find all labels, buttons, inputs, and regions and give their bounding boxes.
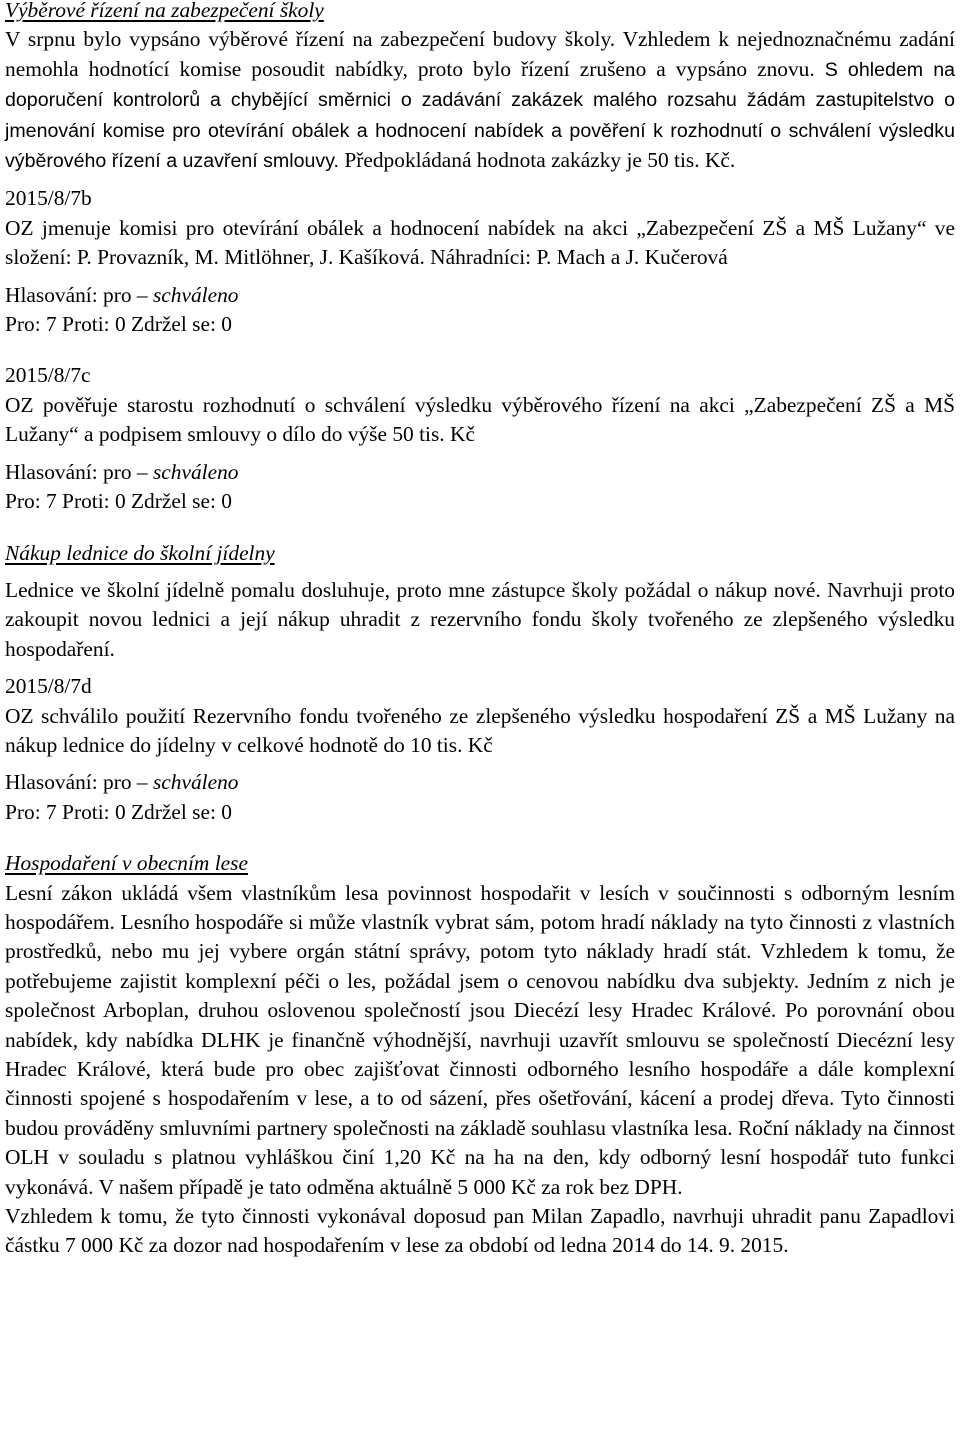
document-page — [5, 0, 955, 1261]
paragraph-intro-sans: S ohledem na doporučení kontrolorů a chybějící směrnici o zadávání zakázek malého rozsahu žádám zastupitelstvo o jmenování komise pro otevírání obálek a hodnocení nabídek a pověření k rozhodnutí o schválení výsledku výběrového řízení a uzavření smlouvy. — [5, 58, 955, 173]
paragraph-forest-2: Vzhledem k tomu, že tyto činnosti vykonával doposud pan Milan Zapadlo, navrhuji uhradit panu Zapadlovi částku 7 000 Kč za dozor nad hospodařením v lese za období od ledna 2014 do 14. 9. 2015. — [5, 1204, 955, 1258]
resolution-id-7d: 2015/8/7d — [5, 674, 92, 699]
vote-counts-7b: Pro: 7 Proti: 0 Zdržel se: 0 — [5, 312, 232, 337]
resolution-text-7c: OZ pověřuje starostu rozhodnutí o schválení výsledku výběrového řízení na akci „Zabezpečení ZŠ a MŠ Lužany“ a podpisem smlouvy o dílo do výše 50 tis. Kč — [5, 392, 955, 447]
paragraph-intro-serif: V srpnu bylo vypsáno výběrové řízení na zabezpečení budovy školy. Vzhledem k nejednoznačnému zadání nemohla hodnotící komise posoudit nabídky, proto bylo řízení zrušeno a vypsáno znovu. — [5, 27, 955, 81]
vote-line-7d — [5, 768, 955, 797]
paragraph-fridge: Lednice ve školní jídelně pomalu dosluhuje, proto mne zástupce školy požádal o nákup nové. Navrhuji proto zakoupit novou lednici a její nákup uhradit z rezervního fondu školy tvořeného ze zlepšeného výsledku hospodaření. — [5, 577, 955, 661]
vote-result: schváleno — [152, 770, 239, 795]
vote-counts-7c: Pro: 7 Proti: 0 Zdržel se: 0 — [5, 489, 232, 514]
resolution-id-7c: 2015/8/7c — [5, 363, 91, 388]
paragraph-school-security — [5, 25, 955, 176]
vote-result: schváleno — [152, 282, 239, 307]
vote-line-7c — [5, 458, 955, 487]
vote-line-7b — [5, 281, 955, 310]
vote-counts-7d: Pro: 7 Proti: 0 Zdržel se: 0 — [5, 799, 232, 824]
resolution-text-7d: OZ schválilo použití Rezervního fondu tvořeného ze zlepšeného výsledku hospodaření ZŠ a MŠ Lužany na nákup lednice do jídelny v celkové hodnotě do 10 tis. Kč — [5, 703, 955, 757]
section-heading-forest: Hospodaření v obecním lese — [5, 851, 248, 876]
resolution-id-7b: 2015/8/7b — [5, 186, 92, 211]
resolution-text-7b: OZ jmenuje komisi pro otevírání obálek a hodnocení nabídek na akci „Zabezpečení ZŠ a MŠ Lužany“ ve složení: P. Provazník, M. Mitlöhner, J. Kašíková. Náhradníci: P. Mach a J. Kučerová — [5, 215, 955, 270]
vote-label: Hlasování: pro – — [5, 770, 148, 795]
vote-label: Hlasování: pro – — [5, 282, 148, 307]
vote-label: Hlasování: pro – — [5, 459, 148, 484]
section-heading-fridge: Nákup lednice do školní jídelny — [5, 540, 275, 565]
vote-result: schváleno — [152, 459, 239, 484]
paragraph-intro-end: Předpokládaná hodnota zakázky je 50 tis. Kč. — [344, 148, 736, 173]
paragraph-forest-1: Lesní zákon ukládá všem vlastníkům lesa povinnost hospodařit v lesích v součinnosti s odborným lesním hospodářem. Lesního hospodáře si může vlastník vybrat sám, potom hradí náklady na tyto činnosti z vlastních prostředků, nebo mu jej vybere orgán státní správy, potom tyto náklady hradí stát. Vzhledem k tomu, že potřebujeme zajistit komplexní péči o les, požádal jsem o cenovou nabídku dva subjekty. Jedním z nich je společnost Arboplan, druhou oslovenou společností jsou Diecézí lesy Hradec Králové. Po porovnání obou nabídek, kdy nabídka DLHK je finančně výhodnější, navrhuji uzavřít smlouvu se společností Diecézní lesy Hradec Králové, která bude pro obec zajišťovat činnosti odborného lesního hospodáře a dále komplexní činnosti spojené s hospodařením v lese, a to od sázení, přes ošetřování, kácení a prodej dřeva. Tyto činnosti budou prováděny smluvními partnery společnosti na základě souhlasu vlastníka lesa. Roční náklady na činnost OLH v souladu s platnou vyhláškou činí 1,20 Kč na ha na den, kdy odborný lesní hospodář tuto funkci vykonává. V našem případě je tato odměna aktuálně 5 000 Kč za rok bez DPH. — [5, 880, 955, 1199]
section-heading-school-security: Výběrové řízení na zabezpečení školy — [5, 0, 324, 22]
